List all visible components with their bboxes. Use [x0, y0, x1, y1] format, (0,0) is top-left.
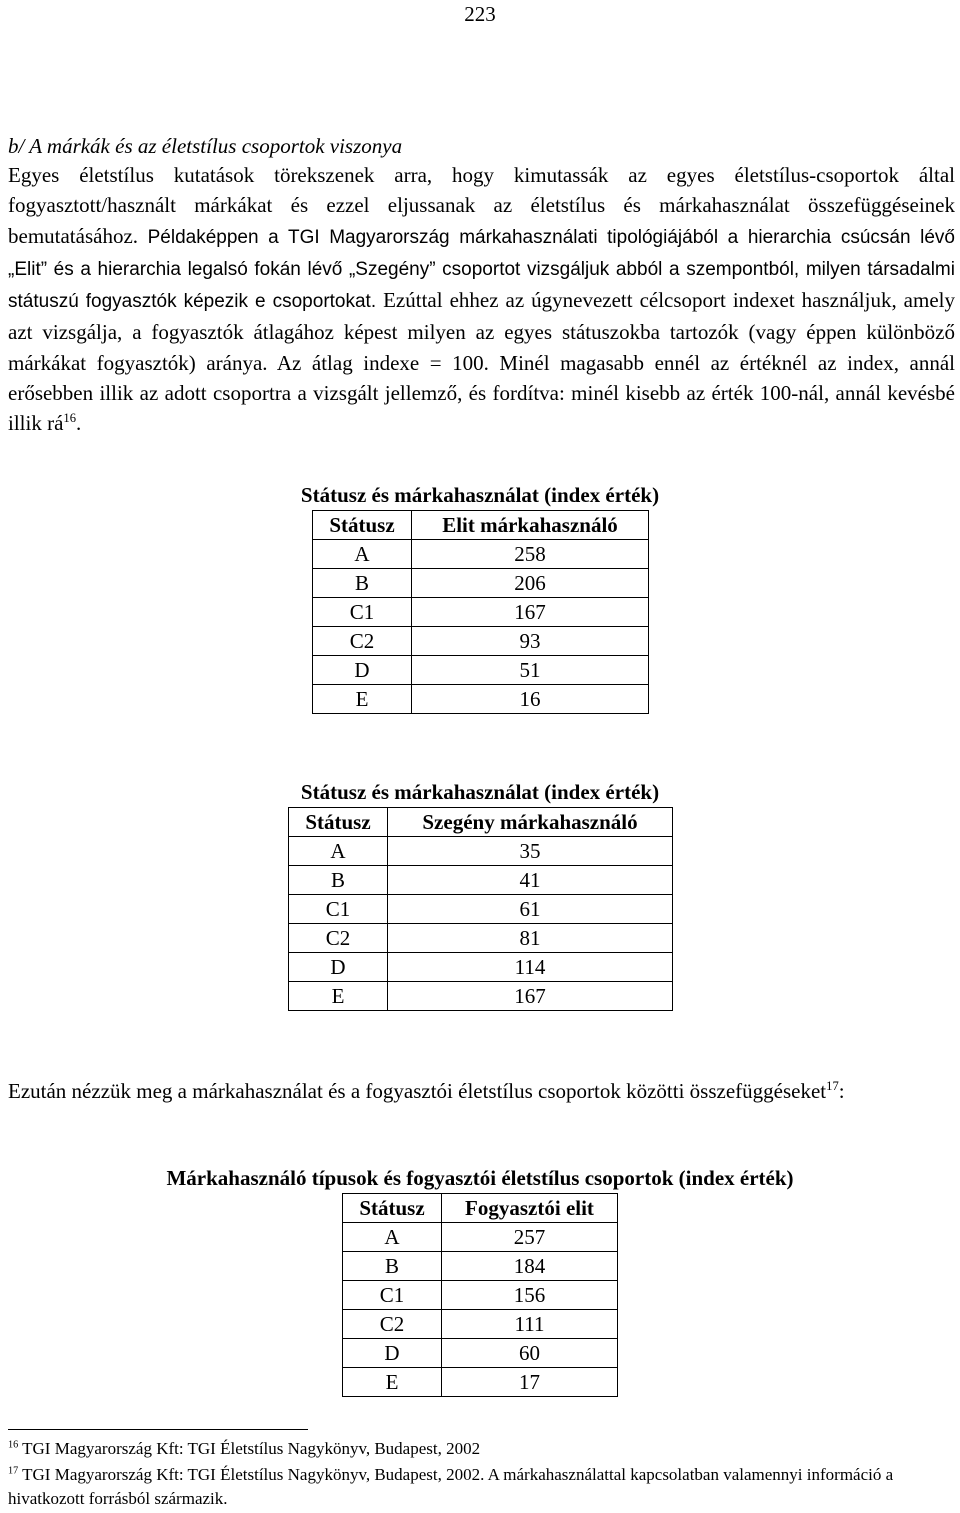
table-row	[313, 540, 649, 569]
cell-value: 257	[442, 1223, 618, 1252]
table-row	[343, 1310, 618, 1339]
intro-paragraph	[8, 160, 955, 439]
footnote-text: TGI Magyarország Kft: TGI Életstílus Nagykönyv, Budapest, 2002. A márkahasználattal kapcsolatban valamennyi információ a hivatkozott forrásból származik.	[8, 1465, 894, 1508]
header-fogyasztoi-elit: Fogyasztói elit	[442, 1194, 618, 1223]
cell-status: D	[289, 953, 388, 982]
cell-status: C1	[313, 598, 412, 627]
footnote-text: TGI Magyarország Kft: TGI Életstílus Nagykönyv, Budapest, 2002	[22, 1439, 481, 1458]
table-row	[343, 1281, 618, 1310]
table-row	[289, 837, 673, 866]
cell-status: C1	[289, 895, 388, 924]
table-row	[313, 685, 649, 714]
table-row	[343, 1368, 618, 1397]
cell-status: B	[343, 1252, 442, 1281]
table-row	[289, 953, 673, 982]
table3-title: Márkahasználó típusok és fogyasztói életstílus csoportok (index érték)	[166, 1166, 794, 1190]
cell-status: E	[289, 982, 388, 1011]
cell-status: A	[313, 540, 412, 569]
cell-value: 258	[412, 540, 649, 569]
cell-status: E	[313, 685, 412, 714]
cell-status: D	[343, 1339, 442, 1368]
cell-status: E	[343, 1368, 442, 1397]
paragraph-text: Ezúttal ehhez az úgynevezett célcsoport indexet használjuk, amely azt vizsgálja, a fogyasztók átlagához képest milyen az egyes státuszokba tartozók (vagy éppen különböző márkákat fogyasztók) aránya. Az átlag indexe = 100. Minél magasabb ennél az értéknél az index, annál erősebben illik az adott csoportra a vizsgált jellemző, és fordítva: minél kisebb az érték 100-nál, annál kevésbé illik rá	[8, 288, 955, 436]
cell-value: 114	[388, 953, 673, 982]
paragraph-text: Egyes életstílus kutatások törekszenek arra, hogy kimutassák az egyes életstílus-csoportok által fogyasztott/használt márkákat és ezzel eljussanak az életstílus és márkahasználat összefüggéseinek bemutatásához.	[8, 163, 955, 248]
footnote-divider	[8, 1429, 308, 1430]
cell-value: 167	[388, 982, 673, 1011]
cell-value: 111	[442, 1310, 618, 1339]
cell-status: A	[289, 837, 388, 866]
cell-status: B	[289, 866, 388, 895]
cell-status: C2	[313, 627, 412, 656]
table-row	[313, 656, 649, 685]
cell-status: B	[313, 569, 412, 598]
cell-value: 17	[442, 1368, 618, 1397]
table-header-row	[343, 1194, 618, 1223]
table-fogyasztoi-elit	[342, 1193, 618, 1397]
cell-value: 156	[442, 1281, 618, 1310]
table-row	[289, 866, 673, 895]
cell-status: C2	[343, 1310, 442, 1339]
header-szegeny: Szegény márkahasználó	[388, 808, 673, 837]
cell-status: D	[313, 656, 412, 685]
table-row	[313, 598, 649, 627]
cell-value: 51	[412, 656, 649, 685]
footnote-ref: 17	[826, 1079, 839, 1093]
table-header-row	[313, 511, 649, 540]
section-heading: b/ A márkák és az életstílus csoportok viszonya	[8, 134, 403, 158]
footnote	[8, 1463, 948, 1511]
paragraph-end: :	[838, 1079, 845, 1103]
header-elit: Elit márkahasználó	[412, 511, 649, 540]
page-number: 223	[464, 2, 496, 26]
cell-value: 60	[442, 1339, 618, 1368]
cell-value: 41	[388, 866, 673, 895]
cell-value: 16	[412, 685, 649, 714]
header-status: Státusz	[343, 1194, 442, 1223]
footnote-number: 16	[8, 1439, 19, 1451]
table-elit	[312, 510, 649, 714]
cell-value: 81	[388, 924, 673, 953]
table-row	[313, 569, 649, 598]
table-row	[343, 1223, 618, 1252]
cell-status: C1	[343, 1281, 442, 1310]
header-status: Státusz	[313, 511, 412, 540]
cell-status: A	[343, 1223, 442, 1252]
table-row	[343, 1252, 618, 1281]
table-szegeny	[288, 807, 673, 1011]
cell-status: C2	[289, 924, 388, 953]
table-row	[289, 895, 673, 924]
table-row	[289, 924, 673, 953]
paragraph-end: .	[76, 411, 82, 436]
paragraph-text: Ezután nézzük meg a márkahasználat és a fogyasztói életstílus csoportok közötti összefüggéseket	[8, 1079, 827, 1103]
paragraph-text-sans: Példaképpen a TGI Magyarország márkahasználati tipológiájából a hierarchia csúcsán lévő „Elit” és a hierarchia legalsó fokán lévő „Szegény” csoportot vizsgáljuk abból a szempontból, milyen társadalmi státuszú fogyasztók képezik e csoportokat.	[8, 226, 956, 313]
cell-value: 61	[388, 895, 673, 924]
cell-value: 206	[412, 569, 649, 598]
cell-value: 184	[442, 1252, 618, 1281]
header-status: Státusz	[289, 808, 388, 837]
footnote-number: 17	[8, 1465, 19, 1477]
footnote	[8, 1437, 948, 1461]
cell-value: 167	[412, 598, 649, 627]
table1-title: Státusz és márkahasználat (index érték)	[300, 483, 660, 507]
table2-title: Státusz és márkahasználat (index érték)	[300, 780, 660, 804]
table-row	[343, 1339, 618, 1368]
cell-value: 35	[388, 837, 673, 866]
transition-paragraph	[8, 1076, 955, 1106]
footnote-ref: 16	[63, 411, 76, 426]
table-row	[289, 982, 673, 1011]
table-row	[313, 627, 649, 656]
table-header-row	[289, 808, 673, 837]
cell-value: 93	[412, 627, 649, 656]
